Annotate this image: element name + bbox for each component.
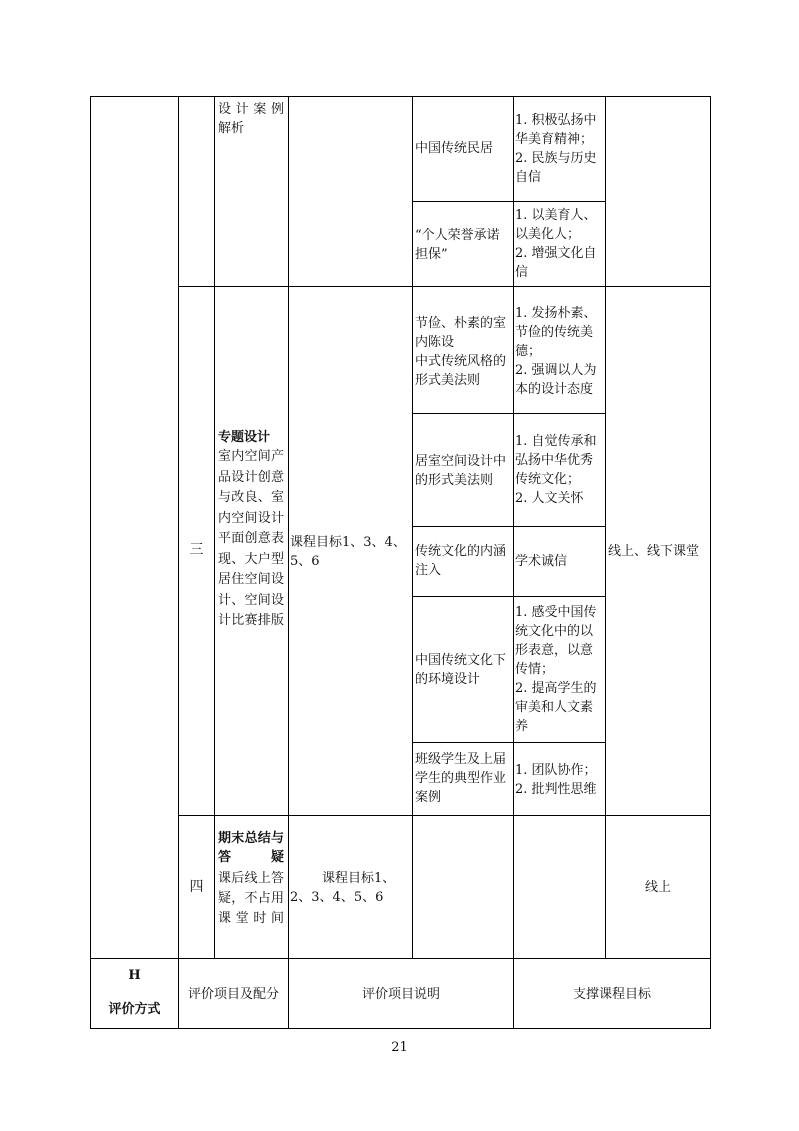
table-border-left [90, 96, 91, 1029]
header-supported-targets: 支撑课程目标 [572, 987, 651, 1002]
course-target: 课程目标1、2、3、4、5、6 [290, 871, 396, 905]
grid-line [513, 96, 514, 1029]
section-number: 四 [189, 879, 204, 895]
content-cell: 班级学生及上届学生的典型作业案例 [415, 752, 507, 805]
teaching-mode: 线上、线下课堂 [608, 544, 700, 559]
header-evaluation-description: 评价项目说明 [361, 987, 440, 1002]
grid-line [90, 958, 710, 959]
grid-line [412, 526, 605, 527]
ideology-cell: 1. 积极弘扬中华美育精神； 2. 民族与历史自信 [515, 113, 597, 185]
course-target: 课程目标1、3、4、5、6 [290, 535, 406, 569]
content-cell: 居室空间设计中的形式美法则 [415, 454, 507, 488]
header-evaluation-items: 评价项目及配分 [187, 987, 279, 1002]
ideology-cell: 1. 自觉传承和弘扬中华优秀传统文化； 2. 人文关怀 [515, 434, 597, 506]
grid-line [412, 742, 605, 743]
grid-line [605, 96, 606, 959]
topic-title: 期末总结与答疑 [218, 831, 284, 865]
grid-line [178, 286, 710, 287]
grid-line [412, 96, 413, 959]
ideology-cell: 1. 团队协作； 2. 批判性思维 [515, 763, 597, 797]
content-cell: 节俭、朴素的室内陈设 中式传统风格的形式美法则 [415, 316, 507, 388]
content-cell: 中国传统民居 [415, 141, 494, 156]
content-cell: 中国传统文化下的环境设计 [415, 653, 507, 687]
content-cell: 传统文化的内涵注入 [415, 544, 507, 578]
grid-line [178, 815, 710, 816]
topic-cell-line-1: 设计案例 [218, 102, 284, 117]
grid-line [214, 96, 215, 959]
evaluation-label: 评价方式 [108, 1002, 161, 1017]
section-number: 三 [189, 542, 204, 558]
topic-body: 课后线上答疑，不占用课堂时间 [218, 871, 284, 926]
grid-line [412, 413, 605, 414]
ideology-cell: 1. 以美育人、以美化人； 2. 增强文化自信 [515, 208, 597, 280]
content-cell: “个人荣誉承诺担保” [415, 228, 500, 262]
table-border-right [710, 96, 711, 1029]
topic-body: 室内空间产品设计创意与改良、室内空间设计平面创意表现、大户型居住空间设计、空间设计比赛排版 [218, 449, 284, 628]
ideology-cell: 学术诚信 [515, 554, 568, 569]
topic-title: 专题设计 [218, 430, 271, 445]
grid-line [412, 596, 605, 597]
grid-line [288, 96, 289, 1029]
ideology-cell: 1. 发扬朴素、节俭的传统美德； 2. 强调以人为本的设计态度 [515, 306, 597, 397]
section-letter: H [128, 968, 141, 983]
table-border-bottom [90, 1028, 710, 1029]
table-border-top [90, 96, 710, 97]
teaching-mode: 线上 [644, 880, 671, 895]
ideology-cell: 1. 感受中国传统文化中的以形表意，以意传情； 2. 提高学生的审美和人文素养 [515, 605, 597, 734]
topic-cell-line-2: 解析 [218, 121, 245, 136]
grid-line [412, 201, 605, 202]
page-number: 21 [391, 1040, 408, 1055]
